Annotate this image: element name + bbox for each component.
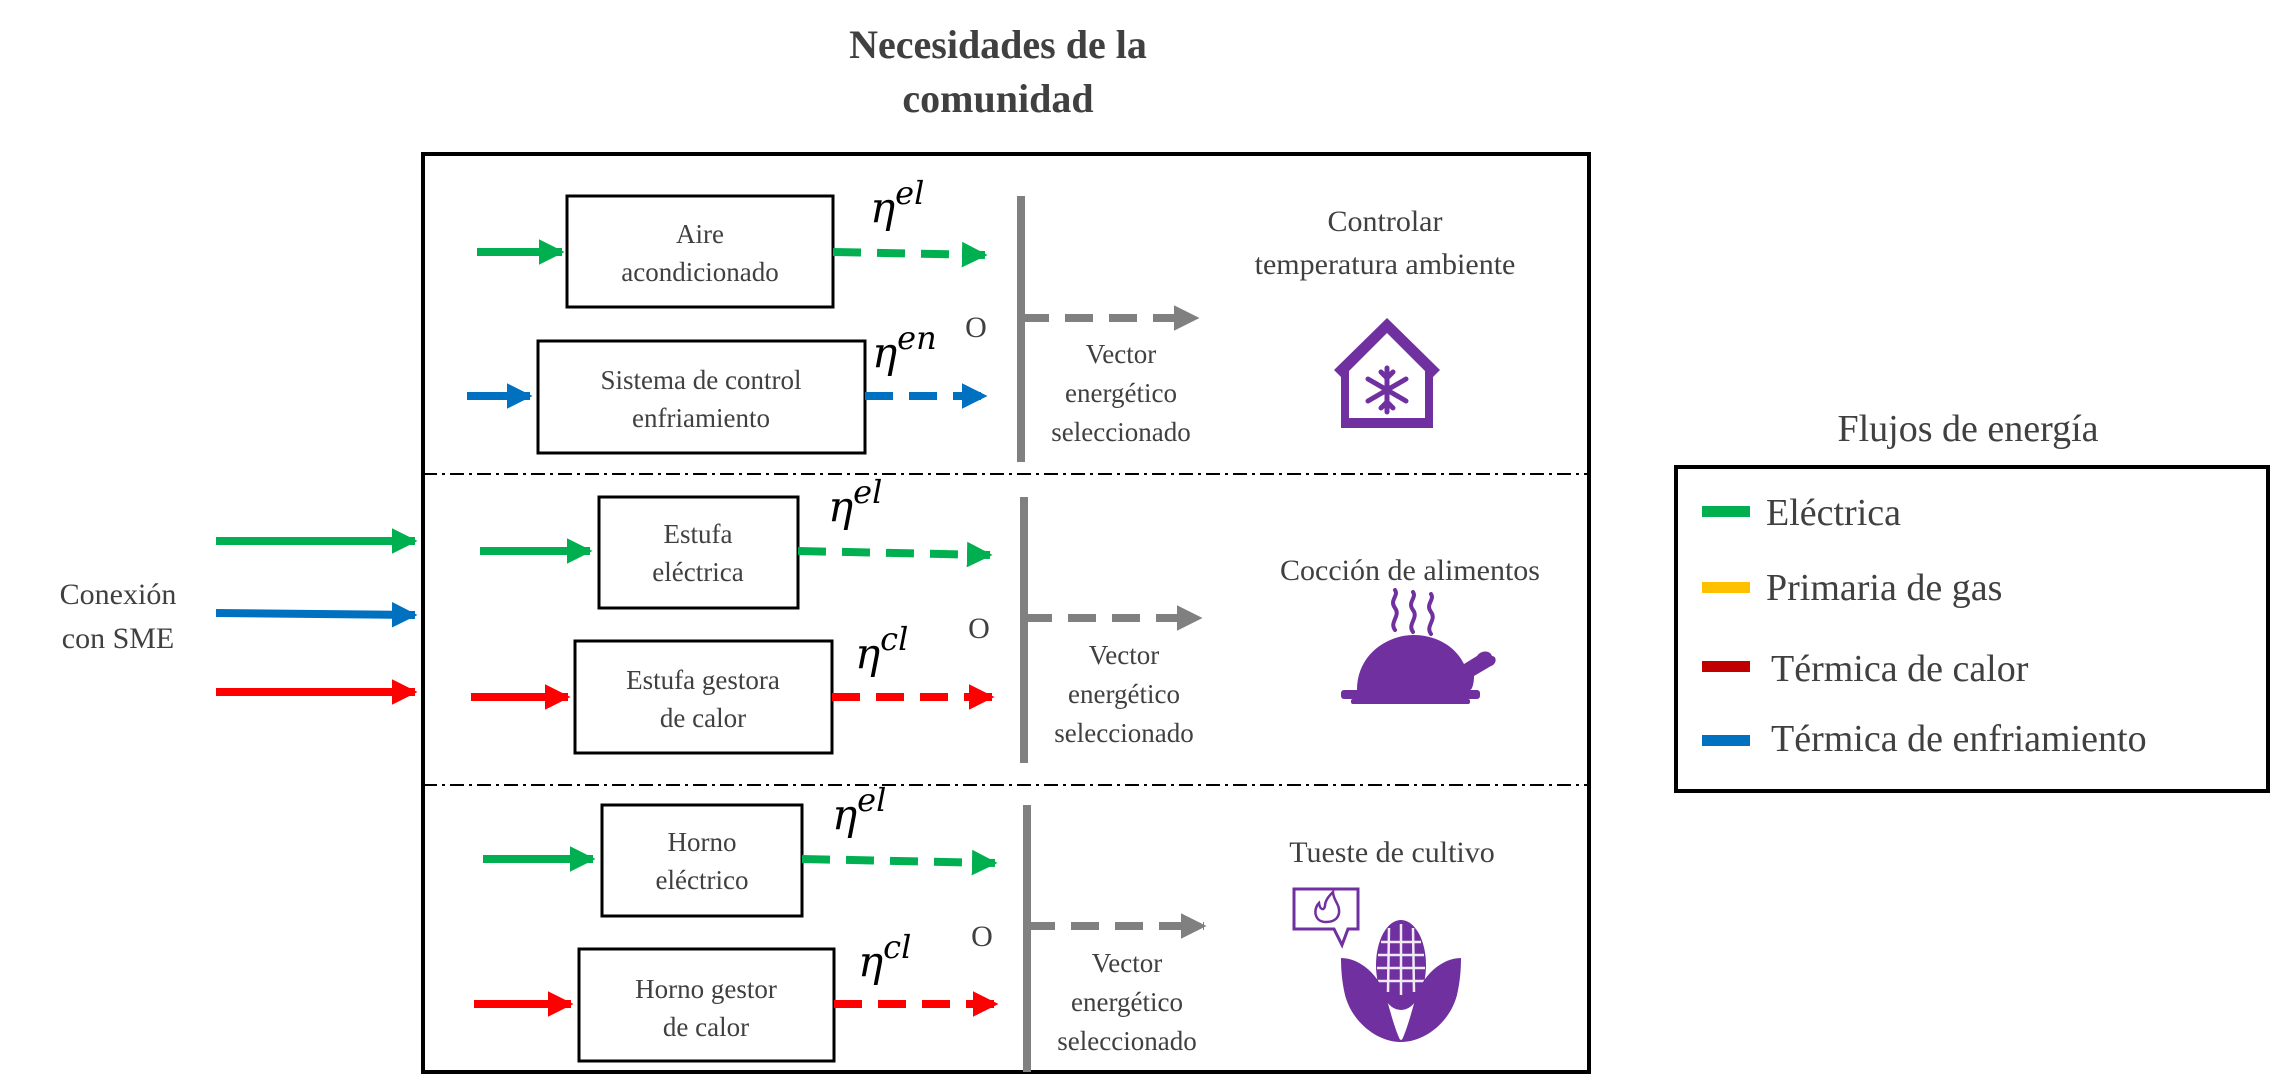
device-label-line-1: Sistema de control: [600, 365, 802, 395]
efficiency-label: ηel: [832, 781, 887, 839]
legend-label-gas: Primaria de gas: [1766, 567, 2003, 609]
device-label-line-2: de calor: [662, 1012, 750, 1042]
vector-label-line-3: seleccionado: [1054, 718, 1194, 748]
need-label-line-1: Controlar: [1327, 205, 1443, 238]
efficiency-label: ηel: [870, 174, 925, 232]
legend-swatch-heat: [1702, 661, 1750, 672]
device-label-line-1: Estufa gestora: [626, 665, 780, 695]
vector-label-line-3: seleccionado: [1051, 417, 1191, 447]
vector-label-line-3: seleccionado: [1057, 1026, 1197, 1056]
device-label-line-1: Aire: [676, 219, 724, 249]
or-label: O: [968, 612, 990, 645]
legend-label-electric: Eléctrica: [1766, 492, 1902, 534]
vector-label-line-1: Vector: [1088, 640, 1160, 670]
efficiency-label: ηen: [872, 319, 937, 377]
roast-chicken-icon: [1341, 590, 1496, 704]
device-box-electric-oven: [602, 805, 802, 916]
legend-title: Flujos de energía: [1837, 408, 2099, 450]
device-box-cooling-system: [538, 341, 865, 453]
device-box-air-conditioner: [567, 196, 833, 307]
need-label-line-1: Cocción de alimentos: [1280, 554, 1540, 587]
title-line-2: comunidad: [902, 76, 1094, 121]
vector-label-line-1: Vector: [1091, 948, 1163, 978]
device-box-electric-stove: [599, 497, 798, 608]
need-label-line-1: Tueste de cultivo: [1289, 836, 1495, 869]
legend-swatch-gas: [1702, 582, 1750, 593]
section-crop-roasting: [474, 781, 1495, 1072]
device-output-arrow: [802, 859, 995, 863]
efficiency-label: ηcl: [858, 928, 912, 986]
vector-label-line-2: energético: [1068, 679, 1180, 709]
connection-label-line-1: Conexión: [59, 578, 177, 611]
device-box-heat-oven: [579, 949, 834, 1061]
device-label-line-1: Horno gestor: [635, 974, 777, 1004]
device-label-line-1: Horno: [667, 827, 737, 857]
device-label-line-2: enfriamiento: [632, 403, 770, 433]
device-output-arrow: [833, 252, 985, 255]
device-label-line-2: de calor: [659, 703, 747, 733]
efficiency-label: ηel: [828, 473, 883, 531]
sme-cooling-input-arrow: [216, 613, 415, 615]
device-label-line-1: Estufa: [663, 519, 733, 549]
device-box-heat-stove: [575, 641, 832, 753]
efficiency-label: ηcl: [855, 620, 909, 678]
legend-label-cooling: Térmica de enfriamiento: [1771, 718, 2147, 760]
device-output-arrow: [798, 551, 990, 555]
device-label-line-2: eléctrica: [652, 557, 744, 587]
device-label-line-2: acondicionado: [621, 257, 779, 287]
or-label: O: [971, 920, 993, 953]
vector-label-line-2: energético: [1071, 987, 1183, 1017]
or-label: O: [965, 311, 987, 344]
section-food-cooking: [471, 473, 1540, 763]
corn-fire-icon: [1294, 889, 1461, 1042]
connection-label-line-2: con SME: [61, 622, 175, 655]
legend-swatch-cooling: [1702, 735, 1750, 746]
vector-label-line-1: Vector: [1085, 339, 1157, 369]
legend-label-heat: Térmica de calor: [1771, 648, 2029, 690]
legend-swatch-electric: [1702, 506, 1750, 517]
section-temperature-control: [467, 174, 1515, 462]
title-line-1: Necesidades de la: [849, 22, 1147, 67]
vector-label-line-2: energético: [1065, 378, 1177, 408]
house-snowflake-icon: [1334, 318, 1440, 428]
need-label-line-2: temperatura ambiente: [1254, 248, 1516, 281]
device-label-line-2: eléctrico: [655, 865, 749, 895]
